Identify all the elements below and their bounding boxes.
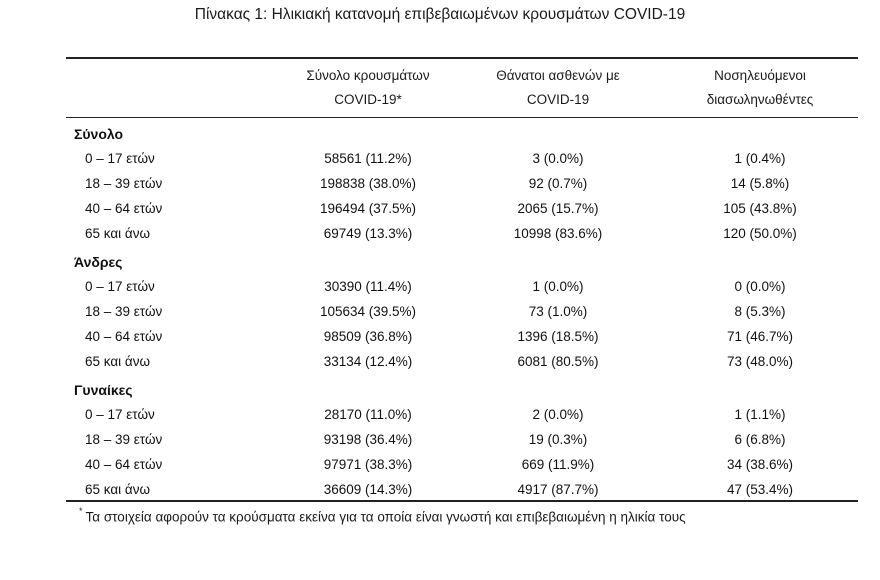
cell-cases: 30390 (11.4%)	[324, 279, 412, 294]
table-row	[66, 299, 858, 324]
cell-intubated: 1 (0.4%)	[734, 151, 786, 166]
table-row	[66, 452, 858, 477]
header-rule	[66, 117, 858, 118]
column-header-intubated	[660, 64, 860, 112]
table-row	[66, 274, 858, 299]
cell-intubated: 1 (1.1%)	[734, 407, 786, 422]
table-title: Πίνακας 1: Ηλικιακή κατανομή επιβεβαιωμένων κρουσμάτων COVID-19	[194, 6, 686, 23]
cell-cases: 97971 (38.3%)	[323, 457, 413, 472]
table-row	[66, 171, 858, 196]
cell-cases: 33134 (12.4%)	[323, 354, 413, 369]
cell-cases: 28170 (11.0%)	[324, 407, 412, 422]
cell-deaths: 669 (11.9%)	[521, 457, 595, 472]
cell-cases: 105634 (39.5%)	[319, 304, 417, 319]
cell-intubated: 105 (43.8%)	[723, 201, 797, 216]
row-label: 65 και άνω	[85, 482, 151, 497]
cell-intubated: 120 (50.0%)	[723, 226, 797, 241]
column-header-intubated-line1: Νοσηλευόμενοι	[714, 68, 806, 83]
row-label: 40 – 64 ετών	[85, 201, 163, 216]
cell-cases: 98509 (36.8%)	[323, 329, 413, 344]
cell-intubated: 47 (53.4%)	[726, 482, 794, 497]
table-row	[66, 146, 858, 171]
cell-intubated: 8 (5.3%)	[734, 304, 786, 319]
cell-cases: 196494 (37.5%)	[319, 201, 417, 216]
cell-intubated: 6 (6.8%)	[734, 432, 786, 447]
row-label: 65 και άνω	[85, 226, 151, 241]
cell-cases: 36609 (14.3%)	[323, 482, 413, 497]
cell-deaths: 2 (0.0%)	[532, 407, 584, 422]
table-row	[66, 349, 858, 374]
cell-deaths: 6081 (80.5%)	[517, 354, 599, 369]
bottom-rule	[66, 500, 858, 502]
cell-cases: 198838 (38.0%)	[319, 176, 417, 191]
column-header-cases	[268, 64, 468, 112]
group-title: Γυναίκες	[74, 382, 133, 398]
table-row	[66, 196, 858, 221]
row-label: 40 – 64 ετών	[85, 329, 163, 344]
cell-deaths: 10998 (83.6%)	[513, 226, 603, 241]
column-header-intubated-line2: διασωληνωθέντες	[706, 92, 814, 107]
cell-deaths: 19 (0.3%)	[528, 432, 588, 447]
cell-intubated: 34 (38.6%)	[726, 457, 794, 472]
footnote	[79, 508, 686, 525]
row-label: 18 – 39 ετών	[85, 176, 163, 191]
cell-intubated: 14 (5.8%)	[730, 176, 790, 191]
cell-intubated: 71 (46.7%)	[726, 329, 794, 344]
column-header-cases-line2: COVID-19*	[334, 92, 402, 107]
column-header-cases-line1: Σύνολο κρουσμάτων	[306, 68, 430, 83]
cell-deaths: 3 (0.0%)	[532, 151, 584, 166]
cell-cases: 58561 (11.2%)	[324, 151, 412, 166]
row-label: 18 – 39 ετών	[85, 304, 163, 319]
column-header-deaths-line1: Θάνατοι ασθενών με	[496, 68, 620, 83]
table-row	[66, 324, 858, 349]
group-title: Σύνολο	[74, 126, 124, 142]
column-header-deaths-line2: COVID-19	[526, 92, 590, 107]
cell-intubated: 0 (0.0%)	[734, 279, 786, 294]
cell-intubated: 73 (48.0%)	[726, 354, 794, 369]
row-label: 65 και άνω	[85, 354, 151, 369]
cell-deaths: 1 (0.0%)	[532, 279, 584, 294]
table-row	[66, 427, 858, 452]
cell-deaths: 92 (0.7%)	[528, 176, 588, 191]
row-label: 0 – 17 ετών	[85, 151, 155, 166]
row-label: 18 – 39 ετών	[85, 432, 163, 447]
top-rule	[66, 57, 858, 59]
row-label: 0 – 17 ετών	[85, 407, 155, 422]
column-header-deaths	[458, 64, 658, 112]
cell-cases: 93198 (36.4%)	[323, 432, 413, 447]
row-label: 0 – 17 ετών	[85, 279, 155, 294]
cell-deaths: 4917 (87.7%)	[517, 482, 599, 497]
cell-cases: 69749 (13.3%)	[323, 226, 413, 241]
group-title: Άνδρες	[74, 254, 123, 270]
cell-deaths: 1396 (18.5%)	[517, 329, 599, 344]
cell-deaths: 2065 (15.7%)	[517, 201, 599, 216]
table-row	[66, 477, 858, 502]
table-row	[66, 402, 858, 427]
cell-deaths: 73 (1.0%)	[528, 304, 588, 319]
footnote-text: Τα στοιχεία αφορούν τα κρούσματα εκείνα για τα οποία είναι γνωστή και επιβεβαιωμένη η ηλικία τους	[85, 509, 686, 525]
table-row	[66, 221, 858, 246]
row-label: 40 – 64 ετών	[85, 457, 163, 472]
footnote-mark: *	[79, 506, 83, 516]
table-body	[66, 122, 858, 502]
